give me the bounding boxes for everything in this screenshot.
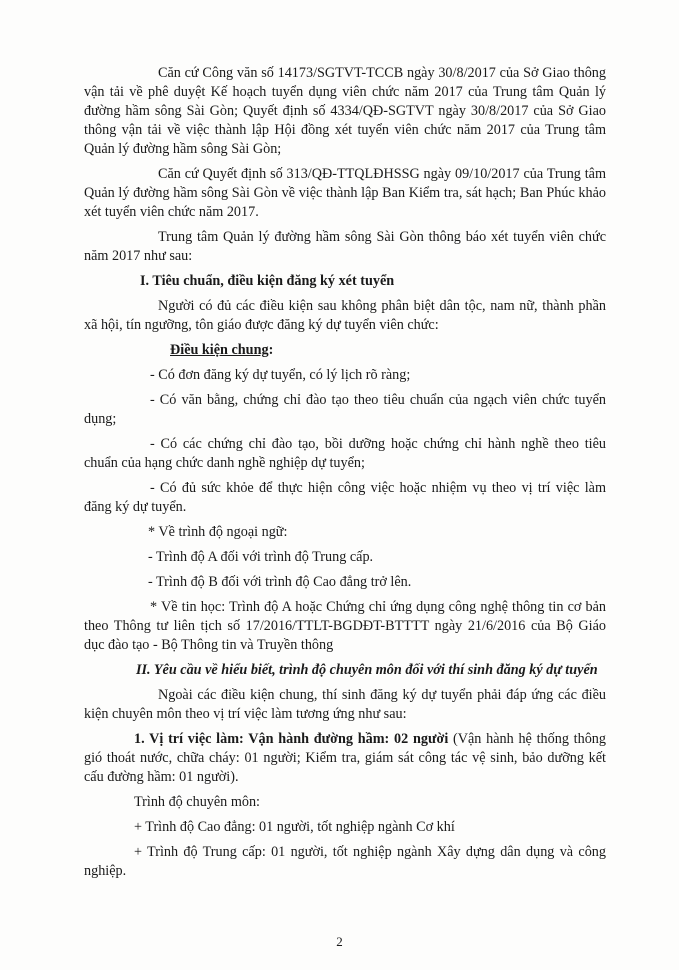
document-body (84, 64, 606, 887)
foreign-language-item-2: - Trình độ B đối với trình độ Cao đẳng trở lên. (148, 574, 412, 590)
position-1-title: 1. Vị trí việc làm: Vận hành đường hầm: 02 người (134, 731, 449, 747)
section-heading-1: I. Tiêu chuẩn, điều kiện đăng ký xét tuyển (140, 273, 395, 289)
condition-item-2: - Có văn bằng, chứng chỉ đào tạo theo tiêu chuẩn của ngạch viên chức tuyển dụng; (84, 392, 606, 427)
position-1 (84, 730, 606, 787)
dk-chung-colon: : (268, 342, 274, 358)
subheading-dieu-kien-chung (84, 341, 606, 360)
condition-item-4: - Có đủ sức khỏe để thực hiện công việc hoặc nhiệm vụ theo vị trí việc làm đăng ký dự tuyển. (84, 480, 606, 515)
foreign-language-item-1: - Trình độ A đối với trình độ Trung cấp. (148, 549, 374, 565)
page-number: 2 (336, 934, 343, 949)
position-1-detail: (Vận hành hệ thống thông gió thoát nước, chữa cháy: 01 người; Kiểm tra, giám sát công tác vệ sinh, bảo dưỡng kết cấu đường hầm: 01 người). (84, 731, 606, 785)
it-requirement: * Về tin học: Trình độ A hoặc Chứng chỉ ứng dụng công nghệ thông tin cơ bản theo Thông tư liên tịch số 17/2016/TTLT-BGDĐT-BTTTT ngày 21/6/2016 của Bộ Giáo dục đào tạo - Bộ Thông tin và Truyền thông (84, 599, 606, 653)
condition-item-1: - Có đơn đăng ký dự tuyển, có lý lịch rõ ràng; (150, 367, 411, 383)
paragraph-can-cu-2: Căn cứ Quyết định số 313/QĐ-TTQLĐHSSG ngày 09/10/2017 của Trung tâm Quản lý đường hầm sông Sài Gòn về việc thành lập Ban Kiểm tra, sát hạch; Ban Phúc khảo xét tuyển viên chức năm 2017. (84, 166, 606, 220)
dk-chung-label: Điều kiện chung (170, 342, 269, 358)
paragraph-dieu-kien: Người có đủ các điều kiện sau không phân biệt dân tộc, nam nữ, thành phần xã hội, tín ngưỡng, tôn giáo được đăng ký dự tuyển viên chức: (84, 298, 606, 333)
qualification-item-2: + Trình độ Trung cấp: 01 người, tốt nghiệp ngành Xây dựng dân dụng và công nghiệp. (84, 844, 606, 879)
qualification-heading: Trình độ chuyên môn: (134, 794, 260, 810)
qualification-item-1: + Trình độ Cao đẳng: 01 người, tốt nghiệp ngành Cơ khí (134, 819, 455, 835)
condition-item-3: - Có các chứng chỉ đào tạo, bồi dưỡng hoặc chứng chỉ hành nghề theo tiêu chuẩn của hạng chức danh nghề nghiệp dự tuyển; (84, 436, 606, 471)
paragraph-can-cu-1: Căn cứ Công văn số 14173/SGTVT-TCCB ngày 30/8/2017 của Sở Giao thông vận tải về phê duyệt Kế hoạch tuyển dụng viên chức năm 2017 của Trung tâm Quản lý đường hầm sông Sài Gòn; Quyết định số 4334/QĐ-SGTVT ngày 30/8/2017 của Sở Giao thông vận tải về việc thành lập Hội đồng xét tuyển viên chức năm 2017 của Trung tâm Quản lý đường hầm sông Sài Gòn; (84, 65, 606, 157)
paragraph-chuyen-mon: Ngoài các điều kiện chung, thí sinh đăng ký dự tuyển phải đáp ứng các điều kiện chuyên môn theo vị trí việc làm tương ứng như sau: (84, 687, 606, 722)
paragraph-thong-bao: Trung tâm Quản lý đường hầm sông Sài Gòn thông báo xét tuyển viên chức năm 2017 như sau: (84, 229, 606, 264)
section-heading-2: II. Yêu cầu về hiểu biết, trình độ chuyên môn đối với thí sinh đăng ký dự tuyển (136, 662, 598, 678)
foreign-language-heading: * Về trình độ ngoại ngữ: (148, 524, 288, 540)
